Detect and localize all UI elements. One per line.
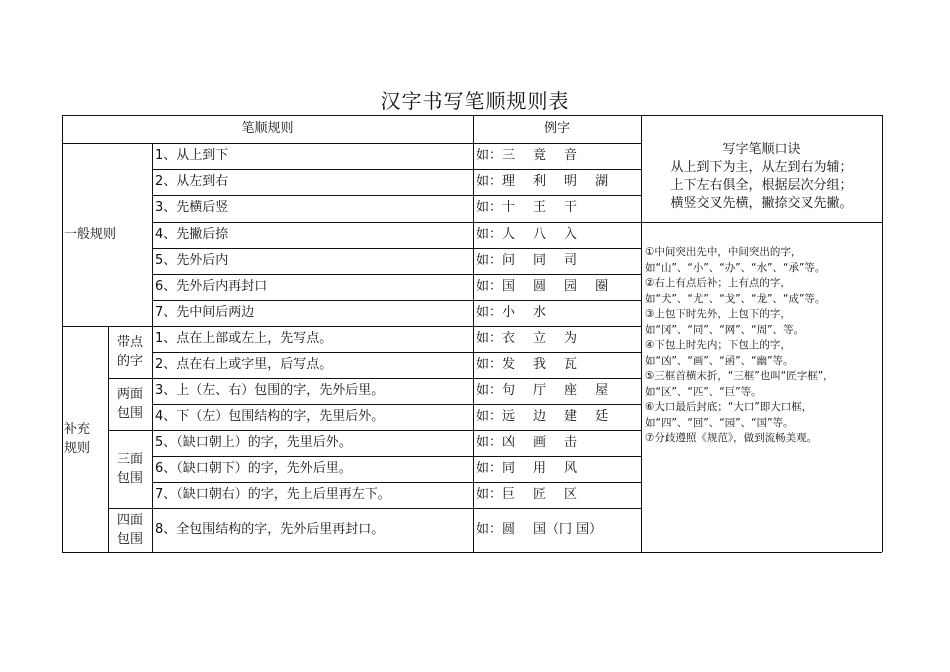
example-char: 击 xyxy=(564,435,578,450)
example-cell xyxy=(473,248,641,274)
example-cell xyxy=(473,404,641,430)
group-supplement xyxy=(62,326,108,552)
mnemonic-line-1: 从上到下为主，从左到右为辅； xyxy=(670,160,853,175)
example-char: 国（冂 国） xyxy=(533,522,603,537)
example-char: 圆 xyxy=(502,522,516,537)
example-char: 湖 xyxy=(595,174,609,189)
example-prefix: 如： xyxy=(476,253,503,268)
subgroup-two-line1: 两面 xyxy=(116,387,143,402)
example-cell xyxy=(473,378,641,404)
example-char: 竟 xyxy=(533,148,547,163)
example-char: 园 xyxy=(564,279,578,294)
note-7: ⑦分歧遵照《规范》，做到流畅美观。 xyxy=(645,432,818,444)
example-prefix: 如： xyxy=(476,357,503,372)
subgroup-four xyxy=(108,508,152,552)
example-char: 厅 xyxy=(533,383,547,398)
example-cell xyxy=(473,169,641,195)
example-char: 干 xyxy=(564,200,578,215)
notes-box xyxy=(641,245,882,545)
example-char: 远 xyxy=(502,409,516,424)
example-char: 理 xyxy=(502,174,516,189)
example-cell xyxy=(473,482,641,508)
example-prefix: 如： xyxy=(476,522,503,537)
rule-cell: 3、先横后竖 xyxy=(155,200,229,215)
example-cell xyxy=(473,430,641,456)
example-char: 瓦 xyxy=(564,357,578,372)
mnemonic-heading: 写字笔顺口诀 xyxy=(722,142,801,157)
example-char: 画 xyxy=(533,435,547,450)
example-char: 发 xyxy=(502,357,516,372)
subgroup-two xyxy=(108,378,152,430)
group-supplement-line2: 规则 xyxy=(64,441,91,456)
example-cell xyxy=(473,222,641,248)
rule-cell: 8、全包围结构的字，先外后里再封口。 xyxy=(155,522,385,537)
example-cell xyxy=(473,274,641,300)
example-char: 凶 xyxy=(502,435,516,450)
example-char: 圈 xyxy=(595,279,609,294)
rule-cell: 1、点在上部或左上，先写点。 xyxy=(155,331,333,346)
subgroup-four-line2: 包围 xyxy=(116,532,143,547)
example-prefix: 如： xyxy=(476,383,503,398)
example-char: 入 xyxy=(564,227,578,242)
example-cell xyxy=(473,195,641,222)
example-prefix: 如： xyxy=(476,409,503,424)
example-char: 同 xyxy=(533,253,547,268)
rule-cell: 3、上（左、右）包围的字，先外后里。 xyxy=(155,383,385,398)
note-4: ④下包上时先内；下包上的字，如“凶”、“画”、“函”、“幽”等。 xyxy=(645,339,794,367)
example-char: 边 xyxy=(533,409,547,424)
rule-cell: 7、（缺口朝右）的字，先上后里再左下。 xyxy=(155,487,391,502)
subgroup-dot-line1: 带点 xyxy=(116,335,143,350)
note-5: ⑤三框首横末折，“三框”也叫“匠字框”，如“区”、“匹”、“巨”等。 xyxy=(645,370,834,398)
header-examples: 例字 xyxy=(543,121,570,136)
subgroup-two-line2: 包围 xyxy=(116,406,143,421)
rule-cell: 1、从上到下 xyxy=(155,148,229,163)
subgroup-three-line1: 三面 xyxy=(116,452,143,467)
example-prefix: 如： xyxy=(476,331,503,346)
rule-cell: 2、点在右上或字里，后写点。 xyxy=(155,357,333,372)
subgroup-dot-line2: 的字 xyxy=(116,354,143,369)
example-cell xyxy=(473,456,641,482)
example-char: 水 xyxy=(533,305,547,320)
example-char: 衣 xyxy=(502,331,516,346)
example-char: 我 xyxy=(533,357,547,372)
example-char: 巨 xyxy=(502,487,516,502)
example-prefix: 如： xyxy=(476,461,503,476)
subgroup-three-line2: 包围 xyxy=(116,471,143,486)
example-prefix: 如： xyxy=(476,227,503,242)
example-char: 利 xyxy=(533,174,547,189)
page-title: 汉字书写笔顺规则表 xyxy=(380,89,570,113)
group-supplement-line1: 补充 xyxy=(64,422,91,437)
subgroup-three xyxy=(108,430,152,508)
stroke-order-table xyxy=(62,115,882,552)
example-char: 区 xyxy=(564,487,578,502)
example-char: 用 xyxy=(533,461,547,476)
example-char: 立 xyxy=(533,331,547,346)
example-char: 屋 xyxy=(595,383,609,398)
header-rules: 笔顺规则 xyxy=(241,121,294,136)
note-3: ③上包下时先外，上包下的字，如“冈”、“同”、“网”、“周”、等。 xyxy=(645,308,805,336)
example-char: 同 xyxy=(502,461,516,476)
example-char: 廷 xyxy=(595,409,609,424)
example-cell xyxy=(473,300,641,326)
rule-cell: 7、先中间后两边 xyxy=(155,305,255,320)
example-char: 风 xyxy=(564,461,578,476)
example-char: 三 xyxy=(502,148,516,163)
example-prefix: 如： xyxy=(476,148,503,163)
example-char: 明 xyxy=(564,174,578,189)
example-cell xyxy=(473,143,641,169)
example-char: 句 xyxy=(502,383,516,398)
example-char: 王 xyxy=(533,200,547,215)
example-char: 十 xyxy=(502,200,516,215)
example-prefix: 如： xyxy=(476,487,503,502)
rule-cell: 2、从左到右 xyxy=(155,174,229,189)
rule-cell: 5、（缺口朝上）的字，先里后外。 xyxy=(155,435,352,450)
example-char: 圆 xyxy=(533,279,547,294)
example-char: 匠 xyxy=(533,487,547,502)
example-char: 八 xyxy=(533,227,547,242)
example-char: 司 xyxy=(564,253,578,268)
example-prefix: 如： xyxy=(476,200,503,215)
example-char: 为 xyxy=(564,331,578,346)
mnemonic-line-2: 上下左右俱全，根据层次分组； xyxy=(670,178,853,193)
group-general: 一般规则 xyxy=(64,227,117,242)
rule-cell: 4、下（左）包围结构的字，先里后外。 xyxy=(155,409,385,424)
example-char: 小 xyxy=(502,305,516,320)
note-6: ⑥大口最后封底；“大口”即大口框，如“四”、“回”、“园”、“国”等。 xyxy=(645,401,813,429)
example-char: 国 xyxy=(502,279,516,294)
example-prefix: 如： xyxy=(476,435,503,450)
subgroup-dot xyxy=(108,326,152,378)
example-char: 音 xyxy=(564,148,578,163)
example-char: 问 xyxy=(502,253,516,268)
example-prefix: 如： xyxy=(476,174,503,189)
example-prefix: 如： xyxy=(476,305,503,320)
note-1: ①中间突出先中，中间突出的字，如“山”、“小”、“办”、“水”、“承”等。 xyxy=(645,246,826,274)
example-cell xyxy=(473,352,641,378)
rule-cell: 6、（缺口朝下）的字，先外后里。 xyxy=(155,461,352,476)
note-2: ②右上有点后补；上有点的字，如“犬”、“尤”、“戈”、“龙”、“成”等。 xyxy=(645,277,826,305)
example-char: 人 xyxy=(502,227,516,242)
mnemonic-line-3: 横竖交叉先横，撇捺交叉先撇。 xyxy=(670,196,853,211)
example-char: 座 xyxy=(564,383,578,398)
example-prefix: 如： xyxy=(476,279,503,294)
example-cell xyxy=(473,508,641,552)
rule-cell: 5、先外后内 xyxy=(155,253,229,268)
rule-cell: 4、先撇后捺 xyxy=(155,227,229,242)
subgroup-four-line1: 四面 xyxy=(116,513,143,528)
mnemonic-box xyxy=(641,115,882,222)
example-cell xyxy=(473,326,641,352)
rule-cell: 6、先外后内再封口 xyxy=(155,279,268,294)
example-char: 建 xyxy=(564,409,578,424)
